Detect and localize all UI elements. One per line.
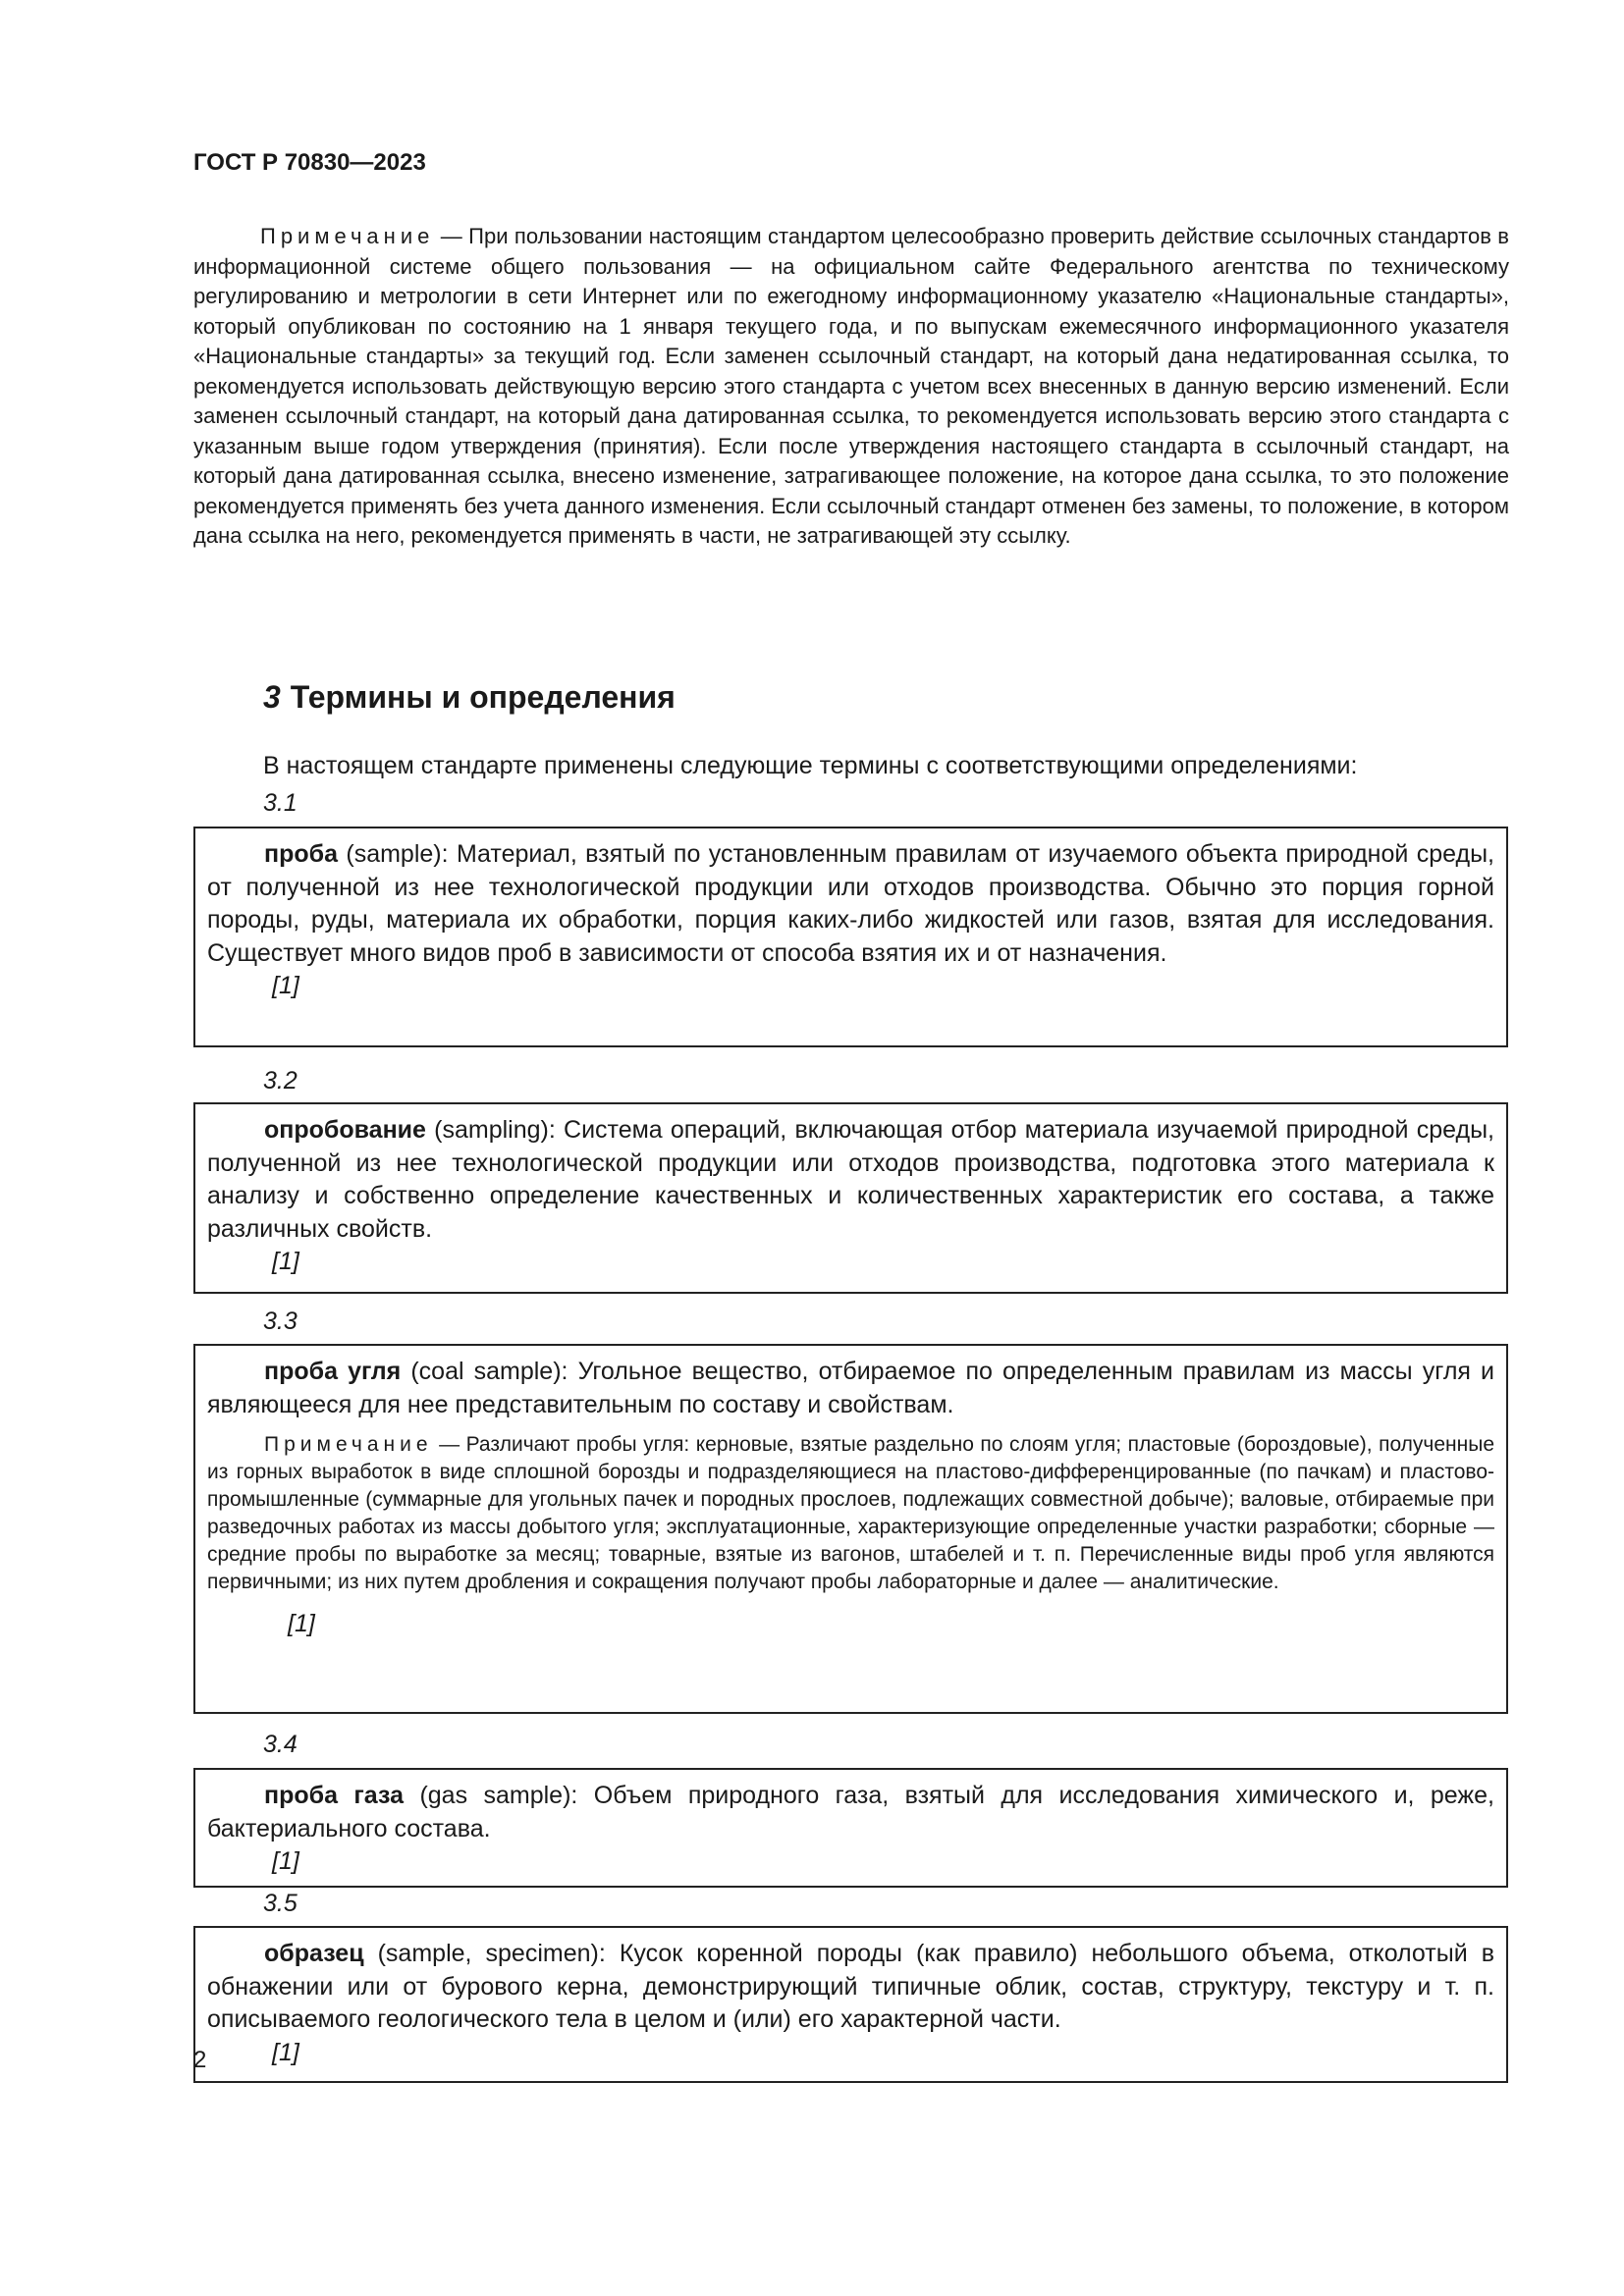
term-number: 3.5 xyxy=(263,1890,298,1917)
term-number: 3.1 xyxy=(263,789,298,817)
term-source: [1] xyxy=(272,972,299,999)
term-note-label: Примечание xyxy=(264,1433,433,1456)
term-box xyxy=(193,1102,1508,1294)
term-source: [1] xyxy=(272,1847,299,1875)
term-note xyxy=(207,1431,1494,1596)
term-definition xyxy=(207,1356,1494,1421)
term-text: : Материал, взятый по установленным правилам от изучаемого объекта природной среды, от полученной из нее технологической продукции или отходов производства. Обычно это порция горной породы, руды, материала их обработки, порция каких-либо жидкостей или газов, взятая для исследования. Существует много видов проб в зависимости от способа взятия их и от назначения. xyxy=(207,840,1494,967)
term-source: [1] xyxy=(288,1610,315,1637)
term-source: [1] xyxy=(272,1248,299,1275)
section-heading xyxy=(263,679,676,716)
section-number: 3 xyxy=(263,679,281,715)
section-title: Термины и определения xyxy=(290,679,676,715)
term-english: (sample) xyxy=(338,840,442,868)
note-label: Примечание xyxy=(260,224,435,248)
term-definition xyxy=(207,838,1494,970)
term-name: образец xyxy=(264,1940,364,1967)
term-definition xyxy=(207,1780,1494,1845)
term-text: : Объем природного газа, взятый для исследования химического и, реже, бактериального состава. xyxy=(207,1782,1494,1842)
document-code: ГОСТ Р 70830—2023 xyxy=(193,149,426,176)
section-intro: В настоящем стандарте применены следующие термины с соответствующими определениями: xyxy=(263,752,1358,779)
term-note-text: — Различают пробы угля: керновые, взятые раздельно по слоям угля; пластовые (бороздовые), полученные из горных выработок в виде сплошной борозды и подразделяющиеся на пластово-дифференцированные (по пачкам) и пластово-промышленные (суммарные для угольных пачек и породных прослоев, подлежащих совместной добыче); валовые, отбираемые при разведочных работах из массы добытого угля; эксплуатационные, характеризующие определенные участки разработки; сборные — средние пробы по выработке за месяц; товарные, взятые из вагонов, штабелей и т. п. Перечисленные виды проб угля являются первичными; из них путем дробления и сокращения получают пробы лабораторные и далее — аналитические. xyxy=(207,1433,1494,1593)
term-text: : Кусок коренной породы (как правило) небольшого объема, отколотый в обнажении или от бурового керна, демонстрирующий типичные облик, состав, структуру, текстуру и т. п. описываемого геологического тела в целом и (или) его характерной части. xyxy=(207,1940,1494,2033)
term-name: проба угля xyxy=(264,1358,402,1385)
note-text: — При пользовании настоящим стандартом целесообразно проверить действие ссылочных стандартов в информационной системе общего пользования — на официальном сайте Федерального агентства по техническому регулированию и метрологии в сети Интернет или по ежегодному информационному указателю «Национальные стандарты», который опубликован по состоянию на 1 января текущего года, и по выпускам ежемесячного информационного указателя «Национальные стандарты» за текущий год. Если заменен ссылочный стандарт, на который дана недатированная ссылка, то рекомендуется использовать действующую версию этого стандарта с учетом всех внесенных в данную версию изменений. Если заменен ссылочный стандарт, на который дана датированная ссылка, то рекомендуется использовать версию этого стандарта с указанным выше годом утверждения (принятия). Если после утверждения настоящего стандарта в ссылочный стандарт, на который дана датированная ссылка, внесено изменение, затрагивающее положение, на которое дана ссылка, то это положение рекомендуется применять без учета данного изменения. Если ссылочный стандарт отменен без замены, то положение, в котором дана ссылка на него, рекомендуется применять в части, не затрагивающей эту ссылку. xyxy=(193,224,1509,548)
term-definition xyxy=(207,1938,1494,2037)
term-definition xyxy=(207,1114,1494,1246)
page-number: 2 xyxy=(193,2047,207,2073)
term-number: 3.3 xyxy=(263,1308,298,1335)
reference-note-paragraph xyxy=(193,222,1509,552)
term-text: : Система операций, включающая отбор материала изучаемой природной среды, полученной из нее технологической продукции или отходов производства, подготовка этого материала к анализу и собственно определение качественных и количественных характеристик его состава, а также различных свойств. xyxy=(207,1116,1494,1243)
term-box xyxy=(193,1768,1508,1888)
term-english: (sampling) xyxy=(425,1116,549,1144)
term-name: проба газа xyxy=(264,1782,405,1809)
term-number: 3.4 xyxy=(263,1731,298,1758)
term-english: (gas sample) xyxy=(404,1782,571,1809)
term-english: (coal sample) xyxy=(401,1358,562,1385)
term-name: проба xyxy=(264,840,338,868)
term-number: 3.2 xyxy=(263,1067,298,1095)
term-text: : Угольное вещество, отбираемое по определенным правилам из массы угля и являющееся для нее представительным по составу и свойствам. xyxy=(207,1358,1494,1418)
term-source: [1] xyxy=(272,2038,299,2066)
term-name: опробование xyxy=(264,1116,426,1144)
term-box xyxy=(193,1926,1508,2083)
term-box xyxy=(193,827,1508,1047)
term-english: (sample, specimen) xyxy=(363,1940,599,1967)
reference-note xyxy=(193,222,1509,552)
term-box xyxy=(193,1344,1508,1714)
